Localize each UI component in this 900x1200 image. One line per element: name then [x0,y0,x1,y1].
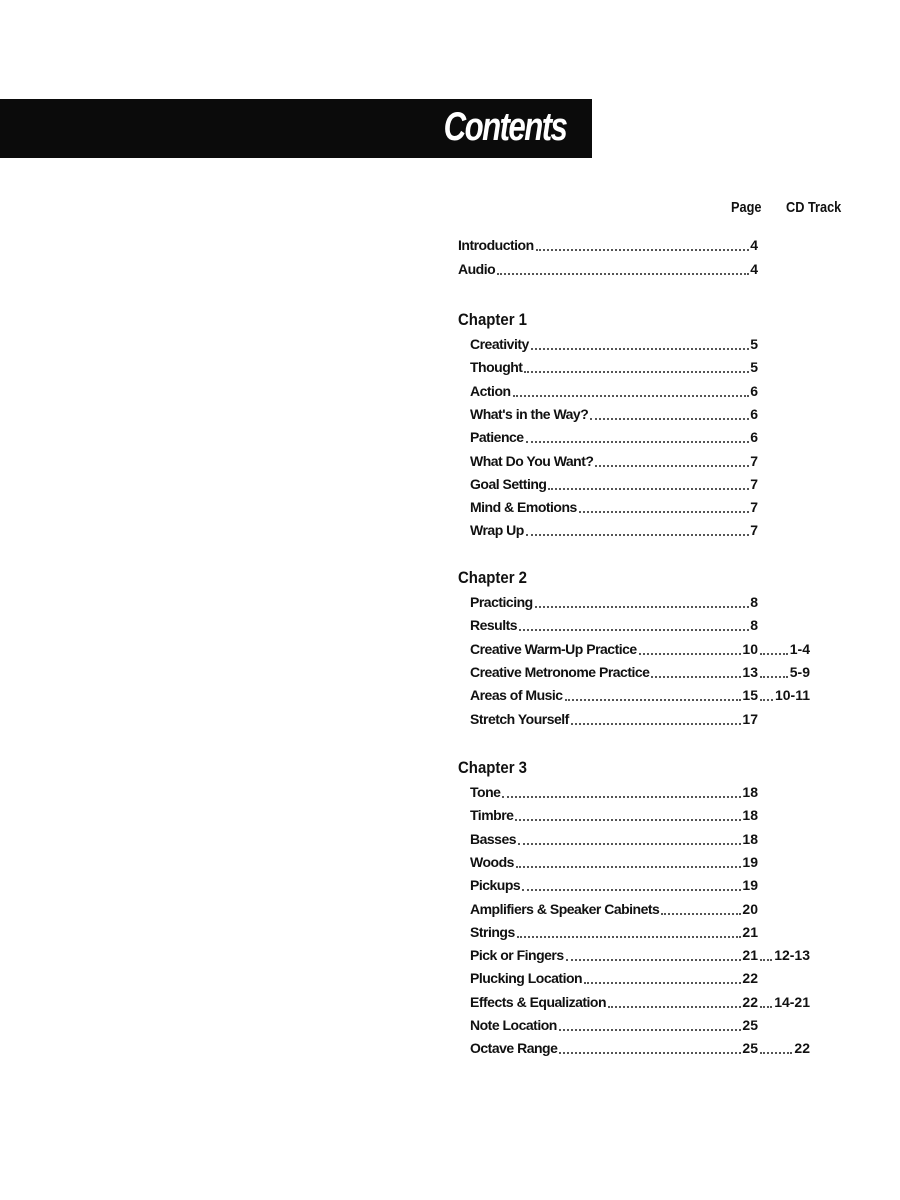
toc-entry-page: 18 [742,781,758,803]
toc-entry-title: Action [470,380,512,402]
toc-entry[interactable] [470,614,820,636]
toc-entry-title: Introduction [458,234,535,256]
toc-entry-cd-track: 5-9 [789,663,810,680]
toc-entry-title: Mind & Emotions [470,496,578,518]
toc-entry[interactable] [470,1037,820,1059]
toc-entry-title: Patience [470,426,525,448]
leader-dots [760,653,788,655]
toc-entry-title: Pick or Fingers [470,944,565,966]
toc-entry[interactable] [470,591,820,613]
toc-entry-title: Stretch Yourself [470,708,570,730]
chapter-heading[interactable]: Chapter 3 [458,758,528,777]
toc-entry-page: 21 [742,921,758,943]
leader-dots [639,653,742,655]
leader-dots [595,465,749,467]
leader-dots [760,959,772,961]
toc-entry[interactable] [470,991,820,1013]
toc-entry-page: 22 [742,991,758,1013]
toc-entry-title: Thought [470,356,523,378]
toc-entry[interactable] [470,1014,820,1036]
toc-entry[interactable] [470,450,820,472]
toc-entry[interactable] [470,496,820,518]
toc-entry-page: 18 [742,804,758,826]
toc-entry-title: Creativity [470,333,530,355]
toc-entry-cd-track: 1-4 [789,640,810,657]
leader-dots [518,843,741,845]
leader-dots [513,395,750,397]
leader-dots [526,441,750,443]
toc-entry-page: 6 [750,403,758,425]
leader-dots [531,348,749,350]
toc-entry-title: Octave Range [470,1037,558,1059]
toc-entry[interactable] [470,356,820,378]
toc-entry-page: 19 [742,851,758,873]
leader-dots [760,699,773,701]
toc-entry-page: 4 [750,258,758,280]
toc-entry-title: What's in the Way? [470,403,589,425]
toc-entry-page: 19 [742,874,758,896]
toc-entry-page: 8 [750,614,758,636]
toc-entry[interactable] [470,804,820,826]
toc-entry-page: 5 [750,356,758,378]
toc-entry-title: Goal Setting [470,473,547,495]
toc-entry-page: 7 [750,519,758,541]
leader-dots [536,249,750,251]
toc-entry-title: Areas of Music [470,684,564,706]
toc-entry-cd-track: 12-13 [774,947,810,964]
toc-entry-title: Timbre [470,804,514,826]
toc-entry[interactable] [470,684,820,706]
toc-entry[interactable] [470,426,820,448]
leader-dots [519,629,749,631]
leader-dots [566,959,742,961]
leader-dots [760,1006,772,1008]
leader-dots [584,982,741,984]
toc-entry-title: Note Location [470,1014,558,1036]
page-column-header: Page [731,199,762,216]
toc-entry-cd-track: 10-11 [774,687,810,704]
toc-entry-page: 10 [742,638,758,660]
toc-entry-page: 15 [742,684,758,706]
toc-entry-page: 7 [750,473,758,495]
leader-dots [571,723,742,725]
toc-entry-title: Creative Warm-Up Practice [470,638,638,660]
cd-track-column-header: CD Track [786,199,842,216]
toc-entry-page: 21 [742,944,758,966]
leader-dots [651,676,741,678]
toc-entry-title: Results [470,614,518,636]
toc-entry[interactable] [470,638,820,660]
toc-entry-page: 25 [742,1037,758,1059]
toc-entry[interactable] [470,921,820,943]
toc-entry-cd-track: 22 [794,1040,810,1057]
leader-dots [515,819,741,821]
toc-entry-page: 20 [742,898,758,920]
leader-dots [535,606,750,608]
toc-entry-page: 6 [750,380,758,402]
toc-entry[interactable] [470,403,820,425]
chapter-heading[interactable]: Chapter 1 [458,310,528,329]
toc-entry[interactable] [470,874,820,896]
toc-entry-title: Strings [470,921,516,943]
toc-entry-title: Plucking Location [470,967,583,989]
leader-dots [559,1029,742,1031]
leader-dots [661,913,741,915]
toc-entry[interactable] [470,519,820,541]
page-title: Contents [443,105,566,149]
toc-entry-title: Pickups [470,874,521,896]
leader-dots [522,889,741,891]
toc-entry[interactable] [458,258,820,280]
toc-entry-page: 7 [750,450,758,472]
leader-dots [502,796,741,798]
toc-entry-page: 22 [742,967,758,989]
toc-entry[interactable] [470,473,820,495]
toc-entry-title: Audio [458,258,496,280]
toc-entry[interactable] [470,898,820,920]
toc-entry-page: 8 [750,591,758,613]
toc-entry[interactable] [470,944,820,966]
chapter-heading[interactable]: Chapter 2 [458,568,528,587]
leader-dots [517,936,742,938]
toc-entry[interactable] [470,781,820,803]
toc-entry-title: Woods [470,851,515,873]
toc-entry[interactable] [470,661,820,683]
toc-entry-title: What Do You Want? [470,450,594,472]
toc-entry-title: Practicing [470,591,534,613]
toc-entry-page: 17 [742,708,758,730]
toc-entry-title: Effects & Equalization [470,991,607,1013]
toc-entry[interactable] [470,967,820,989]
toc-entry-page: 7 [750,496,758,518]
toc-entry-page: 5 [750,333,758,355]
leader-dots [526,534,749,536]
toc-entry[interactable] [470,828,820,850]
leader-dots [579,511,749,513]
toc-entry-page: 25 [742,1014,758,1036]
toc-entry-page: 13 [742,661,758,683]
leader-dots [548,488,749,490]
toc-entry[interactable] [470,380,820,402]
toc-entry-page: 18 [742,828,758,850]
toc-entry[interactable] [470,333,820,355]
leader-dots [497,273,749,275]
leader-dots [516,866,742,868]
leader-dots [608,1006,741,1008]
leader-dots [590,418,749,420]
toc-entry-page: 4 [750,234,758,256]
toc-entry-title: Tone [470,781,501,803]
toc-entry-title: Basses [470,828,517,850]
toc-entry-cd-track: 14-21 [774,993,810,1010]
toc-entry[interactable] [470,708,820,730]
toc-entry-title: Amplifiers & Speaker Cabinets [470,898,660,920]
leader-dots [524,371,749,373]
leader-dots [760,676,788,678]
toc-entry-title: Wrap Up [470,519,525,541]
leader-dots [760,1052,792,1054]
leader-dots [565,699,742,701]
toc-entry[interactable] [458,234,820,256]
toc-entry-title: Creative Metronome Practice [470,661,650,683]
leader-dots [559,1052,741,1054]
toc-entry[interactable] [470,851,820,873]
toc-entry-page: 6 [750,426,758,448]
